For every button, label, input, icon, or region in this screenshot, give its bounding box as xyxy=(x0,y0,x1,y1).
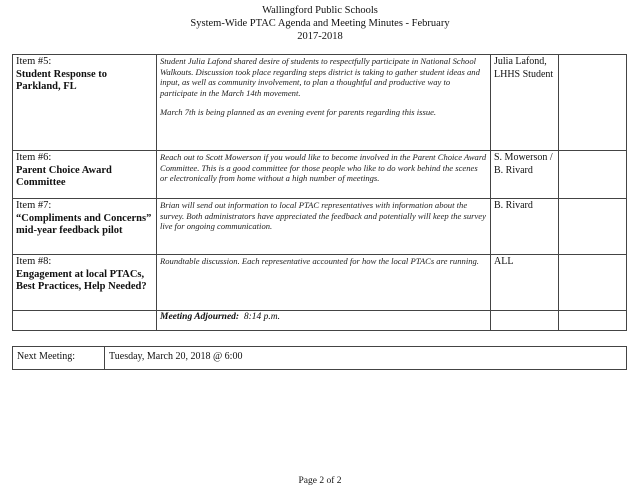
item-number: Item #5: xyxy=(16,56,52,67)
item-title: “Compliments and Concerns” mid-year feedback pilot xyxy=(16,212,152,236)
item-person-cell: Julia Lafond, LHHS Student xyxy=(491,55,559,151)
minutes-table xyxy=(12,54,627,331)
table-row xyxy=(13,151,627,199)
item-label-cell xyxy=(13,55,157,151)
table-row xyxy=(13,311,627,331)
next-meeting-label: Next Meeting: xyxy=(13,347,105,370)
item-label-cell xyxy=(13,255,157,311)
item-description: Student Julia Lafond shared desire of students to respectfully participate in National School Walkouts. Discussion took place regarding steps district is taking to gather student ideas and input, as well as community involvement, to plan a thoughtful and productive way to participate in the March 14th movement. xyxy=(160,56,480,98)
table-row xyxy=(13,55,627,151)
table-row xyxy=(13,347,627,370)
next-meeting-table xyxy=(12,346,627,370)
item-number: Item #6: xyxy=(16,152,52,163)
table-row xyxy=(13,199,627,255)
empty-cell xyxy=(491,311,559,331)
item-label-cell xyxy=(13,199,157,255)
document-header xyxy=(0,4,640,43)
empty-cell xyxy=(559,199,627,255)
empty-cell xyxy=(13,311,157,331)
empty-cell xyxy=(559,151,627,199)
adjourn-label: Meeting Adjourned: xyxy=(160,312,240,322)
item-person-cell: S. Mowerson / B. Rivard xyxy=(491,151,559,199)
empty-cell xyxy=(559,55,627,151)
empty-cell xyxy=(559,311,627,331)
item-number: Item #8: xyxy=(16,256,52,267)
item-title: Student Response to Parkland, FL xyxy=(16,68,108,92)
item-person-cell: ALL xyxy=(491,255,559,311)
item-number: Item #7: xyxy=(16,200,52,211)
org-name: Wallingford Public Schools xyxy=(262,5,378,16)
school-year: 2017-2018 xyxy=(297,31,343,42)
item-description-cell xyxy=(157,255,491,311)
page-number: Page 2 of 2 xyxy=(298,476,342,486)
empty-cell xyxy=(559,255,627,311)
item-description-cell xyxy=(157,151,491,199)
document-title: System-Wide PTAC Agenda and Meeting Minutes - February xyxy=(190,18,450,29)
adjourn-time: 8:14 p.m. xyxy=(243,312,280,322)
item-title: Parent Choice Award Committee xyxy=(16,164,112,188)
item-description: Brian will send out information to local PTAC representatives with information about the survey. Both administrators have appreciated the feedback and potentially will keep the survey live for ongoing communication. xyxy=(160,200,486,232)
item-description-cell xyxy=(157,55,491,151)
next-meeting-value: Tuesday, March 20, 2018 @ 6:00 xyxy=(105,347,627,370)
item-description: Reach out to Scott Mowerson if you would like to become involved in the Parent Choice Award Committee. This is a good committee for those people who like to do work behind the scenes or electronically from home without a high number of meetings. xyxy=(160,152,487,184)
item-person-cell: B. Rivard xyxy=(491,199,559,255)
item-description-cell xyxy=(157,199,491,255)
item-title: Engagement at local PTACs, Best Practices, Help Needed? xyxy=(16,268,147,292)
item-description-note: March 7th is being planned as an evening event for parents regarding this issue. xyxy=(160,107,437,118)
table-row xyxy=(13,255,627,311)
meeting-adjourned-cell xyxy=(157,311,491,331)
item-description: Roundtable discussion. Each representative accounted for how the local PTACs are running. xyxy=(160,256,479,266)
item-label-cell xyxy=(13,151,157,199)
